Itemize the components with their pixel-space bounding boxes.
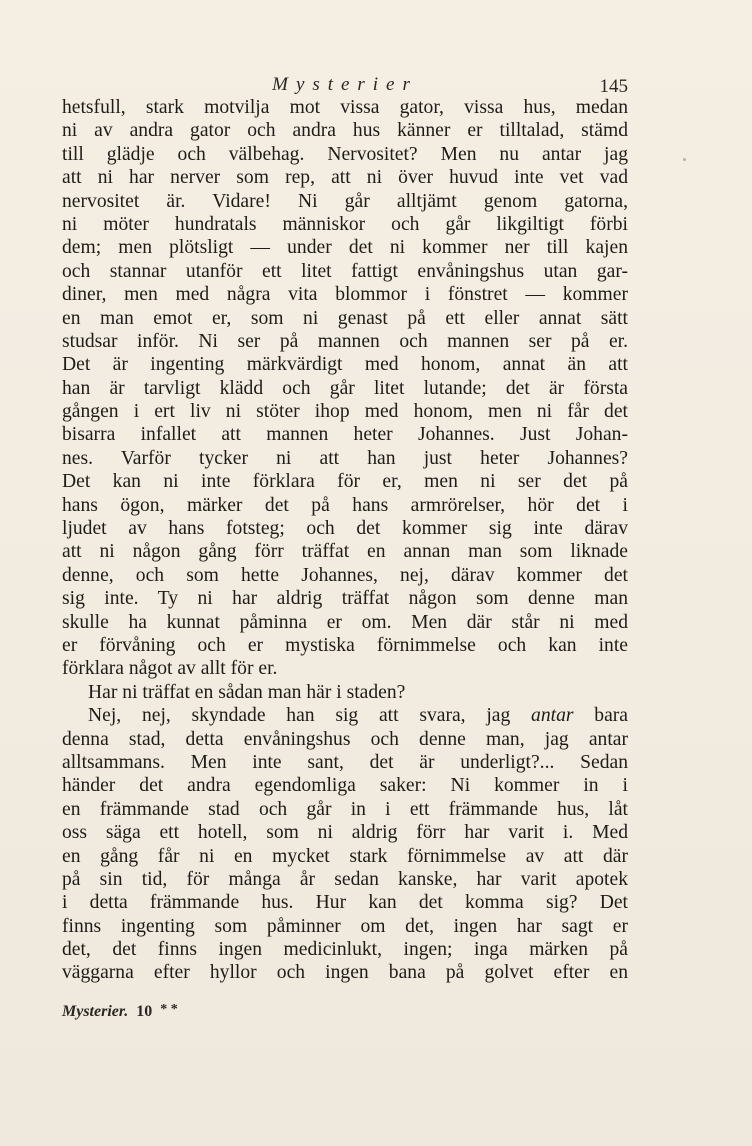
text-line: hetsfull, stark motvilja mot vissa gator, vissa hus, medan: [62, 97, 628, 118]
reply-end: bara: [573, 705, 628, 727]
text-line: förklara något av allt för er.: [62, 658, 278, 680]
text-line: i detta främmande hus. Hur kan det komma sig? Det: [62, 892, 628, 914]
text-line: en gång får ni en mycket stark förnimmelse av att där: [62, 845, 628, 867]
text-line: att ni har nerver som rep, att ni över huvud inte vet vad: [62, 167, 628, 189]
text-line: Har ni träffat en sådan man här i staden?: [88, 681, 406, 703]
text-line: er förvåning och er mystiska förnimmelse och kan inte: [62, 634, 628, 656]
text-line: händer det andra egendomliga saker: Ni kommer in i: [62, 775, 628, 797]
text-line: bisarra infallet att mannen heter Johannes. Just Johan-: [62, 424, 628, 446]
text-line: Det kan ni inte förklara för er, men ni ser det på: [62, 471, 628, 493]
text-line: nervositet är. Vidare! Ni går alltjämt genom gatorna,: [62, 190, 628, 212]
text-line: gången i ert liv ni stöter ihop med honom, men ni får det: [62, 401, 628, 423]
text-line: Det är ingenting märkvärdigt med honom, annat än att: [62, 354, 628, 376]
body-text: [62, 96, 628, 985]
text-line: en man emot er, som ni genast på ett eller annat sätt: [62, 307, 628, 329]
text-line: denne, och som hette Johannes, nej, därav kommer det: [62, 564, 628, 586]
reply-start: Nej, nej, skyndade han sig att svara, jag: [88, 705, 532, 727]
text-line: studsar inför. Ni ser på mannen och mannen ser på er.: [62, 330, 628, 352]
text-line: ljudet av hans fotsteg; och det kommer sig inte därav: [62, 518, 628, 540]
text-line: på sin tid, för många år sedan kanske, har varit apotek: [62, 868, 628, 890]
running-title: Mysterier: [272, 74, 418, 95]
text-line: alltsammans. Men inte sant, det är underligt?... Sedan: [62, 751, 628, 773]
signature-marks: * *: [160, 1002, 178, 1017]
text-line: ni av andra gator och andra hus känner er tilltalad, stämd: [62, 120, 628, 142]
paragraph-3: [62, 728, 628, 985]
signature-number: 10: [136, 1003, 153, 1020]
text-line: diner, men med några vita blommor i fönstret — kommer: [62, 284, 628, 306]
text-line: sig inte. Ty ni har aldrig träffat någon som denne man: [62, 588, 628, 610]
text-line: och stannar utanför ett litet fattigt envåningshus utan gar-: [62, 260, 628, 282]
paper-speck: [683, 158, 686, 161]
printer-signature: [62, 1002, 178, 1024]
page-number: 145: [599, 76, 628, 97]
text-line: att ni någon gång förr träffat en annan man som liknade: [62, 541, 628, 563]
emphasized-word: antar: [531, 705, 574, 727]
text-line: hans ögon, märker det på hans armrörelser, hör det i: [62, 494, 628, 516]
text-line: väggarna efter hyllor och ingen bana på golvet efter en: [62, 962, 628, 984]
signature-title: Mysterier.: [62, 1003, 129, 1020]
text-line: en främmande stad och går in i ett främmande hus, låt: [62, 798, 628, 820]
text-line: nes. Varför tycker ni att han just heter Johannes?: [62, 447, 628, 469]
text-line: det, det finns ingen medicinlukt, ingen; inga märken på: [62, 939, 628, 961]
text-line: skulle ha kunnat påminna er om. Men där står ni med: [62, 611, 628, 633]
text-line: finns ingenting som påminner om det, ingen har sagt er: [62, 915, 628, 937]
text-line: oss säga ett hotell, som ni aldrig förr har varit i. Med: [62, 822, 628, 844]
text-line: denna stad, detta envåningshus och denne man, jag antar: [62, 728, 628, 750]
text-line: han är tarvligt klädd och går litet lutande; det är första: [62, 377, 628, 399]
text-line: dem; men plötsligt — under det ni kommer ner till kajen: [62, 237, 628, 259]
text-line: [62, 704, 628, 727]
text-line: ni möter hundratals människor och går likgiltigt förbi: [62, 213, 628, 235]
paragraph-1: [62, 96, 628, 681]
text-line: till glädje och välbehag. Nervositet? Men nu antar jag: [62, 143, 628, 165]
